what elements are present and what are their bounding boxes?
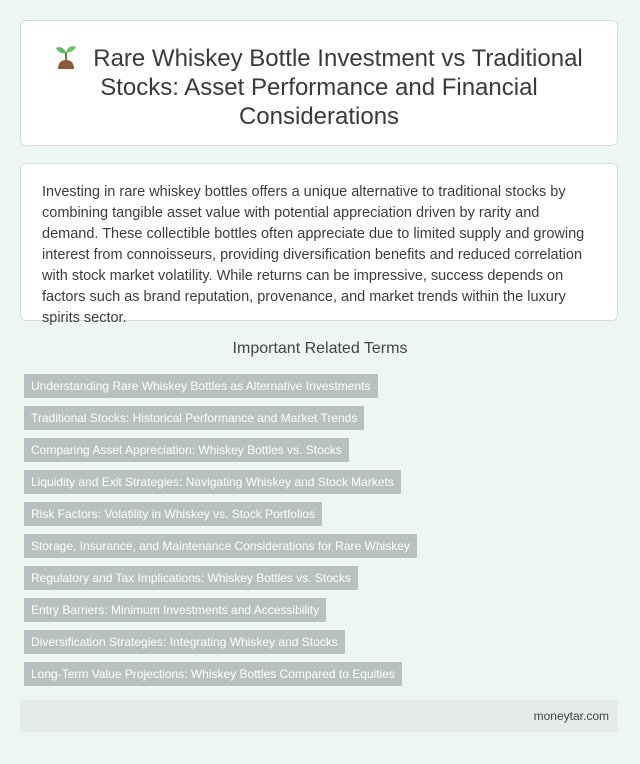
related-term-tag[interactable]: Diversification Strategies: Integrating Whiskey and Stocks <box>24 630 345 654</box>
related-term-tag[interactable]: Liquidity and Exit Strategies: Navigating Whiskey and Stock Markets <box>24 470 401 494</box>
related-term-tag[interactable]: Storage, Insurance, and Maintenance Considerations for Rare Whiskey <box>24 534 417 558</box>
related-term-tag[interactable]: Comparing Asset Appreciation: Whiskey Bottles vs. Stocks <box>24 438 349 462</box>
related-terms-heading: Important Related Terms <box>232 340 408 357</box>
footer-brand-link[interactable]: moneytar.com <box>533 709 609 723</box>
related-term-tag[interactable]: Long-Term Value Projections: Whiskey Bottles Compared to Equities <box>24 662 402 686</box>
footer-bar <box>20 700 618 732</box>
related-term-tag[interactable]: Regulatory and Tax Implications: Whiskey Bottles vs. Stocks <box>24 566 358 590</box>
related-term-tag[interactable]: Entry Barriers: Minimum Investments and Accessibility <box>24 598 326 622</box>
title-card <box>20 20 618 146</box>
page-title-text: Rare Whiskey Bottle Investment vs Traditional Stocks: Asset Performance and Financial Considerations <box>93 45 583 130</box>
intro-card <box>20 163 618 326</box>
related-term-tag[interactable]: Risk Factors: Volatility in Whiskey vs. Stock Portfolios <box>24 502 322 526</box>
related-term-tag[interactable]: Traditional Stocks: Historical Performance and Market Trends <box>24 406 364 430</box>
intro-paragraph: Investing in rare whiskey bottles offers a unique alternative to traditional stocks by combining tangible asset value with potential appreciation driven by rarity and demand. These collectible bottles often appreciate due to limited supply and growing interest from connoisseurs, providing diversification benefits and reduced correlation with stock market volatility. While returns can be impressive, success depends on factors such as brand reputation, provenance, and market trends within the luxury spirits sector. <box>42 184 585 326</box>
page-title <box>41 43 597 131</box>
related-term-tag[interactable]: Understanding Rare Whiskey Bottles as Alternative Investments <box>24 374 378 398</box>
sprout-icon <box>55 43 77 69</box>
related-terms-list <box>24 374 620 694</box>
